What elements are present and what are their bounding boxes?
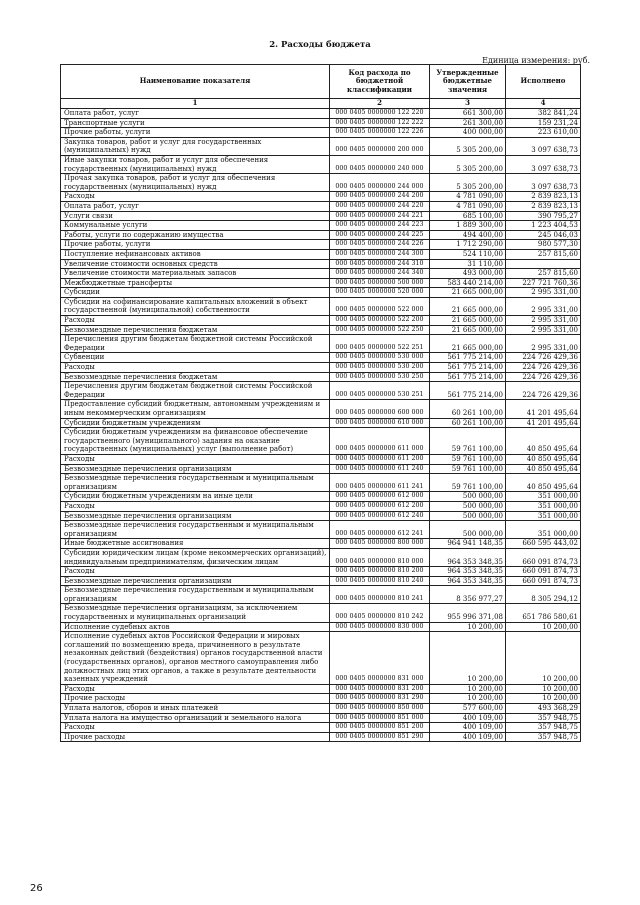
row-approved: 400 000,00 — [430, 128, 506, 138]
row-name: Расходы — [61, 501, 330, 511]
table-row — [61, 297, 581, 315]
row-name: Безвозмездные перечисления государственным и муниципальным организациям — [61, 521, 330, 539]
row-executed: 224 726 429,36 — [506, 363, 581, 373]
row-executed: 40 850 495,64 — [506, 464, 581, 474]
row-approved: 5 305 200,00 — [430, 155, 506, 173]
table-row — [61, 259, 581, 269]
row-executed: 10 200,00 — [506, 684, 581, 694]
table-header-row — [61, 65, 581, 99]
row-executed: 159 231,24 — [506, 118, 581, 128]
row-executed: 3 097 638,73 — [506, 174, 581, 192]
unit-label: Единица измерения: руб. — [482, 56, 590, 65]
row-code: 000 0405 0000000 200 000 — [330, 137, 430, 155]
row-code: 000 0405 0000000 240 000 — [330, 155, 430, 173]
row-name: Перечисления другим бюджетам бюджетной системы Российской Федерации — [61, 335, 330, 353]
row-name: Безвозмездные перечисления государственным и муниципальным организациям — [61, 474, 330, 492]
row-executed — [506, 259, 581, 269]
row-approved: 4 781 090,00 — [430, 192, 506, 202]
column-header-code: Код расхода по бюджетной классификации — [330, 65, 430, 99]
row-name: Услуги связи — [61, 211, 330, 221]
row-code: 000 0405 0000000 830 000 — [330, 622, 430, 632]
row-name: Субсидии бюджетным учреждениям — [61, 418, 330, 428]
row-code: 000 0405 0000000 530 200 — [330, 363, 430, 373]
table-row — [61, 474, 581, 492]
row-approved: 59 761 100,00 — [430, 454, 506, 464]
row-approved: 561 775 214,00 — [430, 353, 506, 363]
table-row — [61, 492, 581, 502]
row-code: 000 0405 0000000 612 240 — [330, 511, 430, 521]
row-approved: 964 353 348,35 — [430, 548, 506, 566]
row-name: Расходы — [61, 316, 330, 326]
section-title: 2. Расходы бюджета — [269, 40, 371, 50]
row-executed: 357 948,75 — [506, 713, 581, 723]
row-name: Оплата работ, услуг — [61, 109, 330, 119]
row-executed: 1 223 404,53 — [506, 221, 581, 231]
table-row — [61, 372, 581, 382]
table-row — [61, 109, 581, 119]
row-executed: 2 995 331,00 — [506, 325, 581, 335]
row-executed: 351 000,00 — [506, 511, 581, 521]
table-row — [61, 269, 581, 279]
row-approved: 1 712 290,00 — [430, 240, 506, 250]
row-name: Прочие расходы — [61, 694, 330, 704]
row-code: 000 0405 0000000 520 000 — [330, 288, 430, 298]
row-executed: 2 995 331,00 — [506, 297, 581, 315]
row-name: Поступление нефинансовых активов — [61, 249, 330, 259]
row-executed: 357 948,75 — [506, 723, 581, 733]
table-row — [61, 325, 581, 335]
row-name: Прочие работы, услуги — [61, 128, 330, 138]
row-executed: 41 201 495,64 — [506, 400, 581, 418]
row-code: 000 0405 0000000 244 310 — [330, 259, 430, 269]
row-code: 000 0405 0000000 611 240 — [330, 464, 430, 474]
row-executed: 257 815,60 — [506, 249, 581, 259]
row-name: Уплата налогов, сборов и иных платежей — [61, 704, 330, 714]
row-code: 000 0405 0000000 612 000 — [330, 492, 430, 502]
row-name: Безвозмездные перечисления организациям — [61, 511, 330, 521]
table-row — [61, 576, 581, 586]
row-approved: 8 356 977,27 — [430, 586, 506, 604]
row-approved: 21 665 000,00 — [430, 325, 506, 335]
row-executed: 3 097 638,73 — [506, 155, 581, 173]
row-approved: 5 305 200,00 — [430, 174, 506, 192]
row-approved: 31 110,00 — [430, 259, 506, 269]
table-row — [61, 230, 581, 240]
row-code: 000 0405 0000000 851 290 — [330, 732, 430, 742]
table-row — [61, 567, 581, 577]
row-name: Субсидии бюджетным учреждениям на иные цели — [61, 492, 330, 502]
table-row — [61, 713, 581, 723]
row-code: 000 0405 0000000 851 000 — [330, 713, 430, 723]
row-executed: 2 995 331,00 — [506, 288, 581, 298]
row-name: Расходы — [61, 567, 330, 577]
row-executed: 227 721 760,36 — [506, 278, 581, 288]
row-approved: 955 996 371,08 — [430, 604, 506, 622]
row-executed: 351 000,00 — [506, 521, 581, 539]
row-approved: 577 600,00 — [430, 704, 506, 714]
column-header-approved: Утвержденные бюджетные значения — [430, 65, 506, 99]
row-approved: 493 000,00 — [430, 269, 506, 279]
row-code: 000 0405 0000000 530 251 — [330, 382, 430, 400]
row-approved: 964 941 148,35 — [430, 539, 506, 549]
row-code: 000 0405 0000000 610 000 — [330, 418, 430, 428]
row-name: Безвозмездные перечисления организациям, за исключением государственных и муниципальных организаций — [61, 604, 330, 622]
row-approved: 21 665 000,00 — [430, 288, 506, 298]
row-code: 000 0405 0000000 522 200 — [330, 316, 430, 326]
column-numbers-row — [61, 99, 581, 109]
table-row — [61, 316, 581, 326]
row-code: 000 0405 0000000 831 000 — [330, 632, 430, 685]
row-name: Исполнение судебных актов — [61, 622, 330, 632]
row-code: 000 0405 0000000 810 242 — [330, 604, 430, 622]
row-code: 000 0405 0000000 810 241 — [330, 586, 430, 604]
row-code: 000 0405 0000000 530 000 — [330, 353, 430, 363]
row-name: Прочая закупка товаров, работ и услуг для обеспечения государственных (муниципальных) нужд — [61, 174, 330, 192]
row-executed: 651 786 580,61 — [506, 604, 581, 622]
row-name: Расходы — [61, 363, 330, 373]
row-code: 000 0405 0000000 244 000 — [330, 174, 430, 192]
table-row — [61, 288, 581, 298]
table-row — [61, 548, 581, 566]
row-approved: 964 353 348,35 — [430, 567, 506, 577]
page-number: 26 — [30, 883, 43, 894]
budget-expenses-table — [60, 64, 581, 742]
row-code: 000 0405 0000000 244 300 — [330, 249, 430, 259]
row-code: 000 0405 0000000 831 200 — [330, 684, 430, 694]
row-name: Увеличение стоимости материальных запасов — [61, 269, 330, 279]
row-executed: 660 091 874,73 — [506, 576, 581, 586]
table-row — [61, 704, 581, 714]
row-approved: 400 109,00 — [430, 723, 506, 733]
row-approved: 10 200,00 — [430, 684, 506, 694]
row-name: Прочие расходы — [61, 732, 330, 742]
row-executed: 224 726 429,36 — [506, 372, 581, 382]
row-approved: 21 665 000,00 — [430, 316, 506, 326]
table-row — [61, 418, 581, 428]
row-code: 000 0405 0000000 122 220 — [330, 109, 430, 119]
row-code: 000 0405 0000000 600 000 — [330, 400, 430, 418]
row-code: 000 0405 0000000 850 000 — [330, 704, 430, 714]
row-code: 000 0405 0000000 612 241 — [330, 521, 430, 539]
table-row — [61, 211, 581, 221]
row-approved: 661 300,00 — [430, 109, 506, 119]
row-name: Уплата налога на имущество организаций и земельного налога — [61, 713, 330, 723]
row-executed: 2 839 823,13 — [506, 201, 581, 211]
row-code: 000 0405 0000000 611 241 — [330, 474, 430, 492]
table-row — [61, 511, 581, 521]
row-name: Расходы — [61, 684, 330, 694]
table-row — [61, 521, 581, 539]
row-executed: 223 610,00 — [506, 128, 581, 138]
row-approved: 1 889 300,00 — [430, 221, 506, 231]
table-row — [61, 363, 581, 373]
row-approved: 21 665 000,00 — [430, 335, 506, 353]
row-code: 000 0405 0000000 500 000 — [330, 278, 430, 288]
row-approved: 59 761 100,00 — [430, 428, 506, 455]
table-row — [61, 632, 581, 685]
row-executed: 351 000,00 — [506, 501, 581, 511]
row-executed: 257 815,60 — [506, 269, 581, 279]
table-row — [61, 454, 581, 464]
row-executed: 660 091 874,73 — [506, 548, 581, 566]
row-executed: 40 850 495,64 — [506, 474, 581, 492]
table-row — [61, 382, 581, 400]
row-name: Субсидии — [61, 288, 330, 298]
row-name: Межбюджетные трансферты — [61, 278, 330, 288]
row-code: 000 0405 0000000 611 200 — [330, 454, 430, 464]
row-name: Работы, услуги по содержанию имущества — [61, 230, 330, 240]
row-approved: 500 000,00 — [430, 492, 506, 502]
row-code: 000 0405 0000000 122 222 — [330, 118, 430, 128]
row-name: Субсидии бюджетным учреждениям на финансовое обеспечение государственного (муниципального) задания на оказание государственных (муниципальных) услуг (выполнение работ) — [61, 428, 330, 455]
row-executed: 390 795,27 — [506, 211, 581, 221]
row-executed: 2 839 823,13 — [506, 192, 581, 202]
table-row — [61, 694, 581, 704]
row-code: 000 0405 0000000 244 226 — [330, 240, 430, 250]
row-executed: 40 850 495,64 — [506, 428, 581, 455]
table-row — [61, 174, 581, 192]
row-name: Транспортные услуги — [61, 118, 330, 128]
row-name: Безвозмездные перечисления бюджетам — [61, 372, 330, 382]
row-name: Расходы — [61, 192, 330, 202]
row-approved: 261 300,00 — [430, 118, 506, 128]
row-executed: 2 995 331,00 — [506, 316, 581, 326]
row-executed: 3 097 638,73 — [506, 137, 581, 155]
row-name: Субвенции — [61, 353, 330, 363]
table-row — [61, 586, 581, 604]
column-header-name: Наименование показателя — [61, 65, 330, 99]
row-name: Безвозмездные перечисления организациям — [61, 464, 330, 474]
row-approved: 10 200,00 — [430, 694, 506, 704]
table-row — [61, 240, 581, 250]
row-name: Субсидии на софинансирование капитальных вложений в объект государственной (муниципальной) собственности — [61, 297, 330, 315]
table-row — [61, 622, 581, 632]
row-code: 000 0405 0000000 530 250 — [330, 372, 430, 382]
table-row — [61, 684, 581, 694]
table-row — [61, 723, 581, 733]
row-approved: 59 761 100,00 — [430, 474, 506, 492]
table-row — [61, 137, 581, 155]
row-name: Субсидии юридическим лицам (кроме некоммерческих организаций), индивидуальным предпринимателям, физическим лицам — [61, 548, 330, 566]
table-body — [61, 109, 581, 742]
row-approved: 4 781 090,00 — [430, 201, 506, 211]
row-name: Безвозмездные перечисления бюджетам — [61, 325, 330, 335]
row-code: 000 0405 0000000 244 340 — [330, 269, 430, 279]
row-code: 000 0405 0000000 244 220 — [330, 201, 430, 211]
row-code: 000 0405 0000000 244 225 — [330, 230, 430, 240]
row-approved: 561 775 214,00 — [430, 372, 506, 382]
row-approved: 494 400,00 — [430, 230, 506, 240]
table-row — [61, 155, 581, 173]
row-name: Коммунальные услуги — [61, 221, 330, 231]
row-executed: 224 726 429,36 — [506, 382, 581, 400]
row-code: 000 0405 0000000 244 200 — [330, 192, 430, 202]
table-row — [61, 249, 581, 259]
row-approved: 400 109,00 — [430, 732, 506, 742]
row-name: Расходы — [61, 454, 330, 464]
row-code: 000 0405 0000000 522 000 — [330, 297, 430, 315]
row-approved: 583 440 214,00 — [430, 278, 506, 288]
row-executed: 351 000,00 — [506, 492, 581, 502]
row-approved: 5 305 200,00 — [430, 137, 506, 155]
table-row — [61, 501, 581, 511]
row-name: Закупка товаров, работ и услуг для государственных (муниципальных) нужд — [61, 137, 330, 155]
table-row — [61, 118, 581, 128]
row-approved: 500 000,00 — [430, 521, 506, 539]
row-approved: 685 100,00 — [430, 211, 506, 221]
row-name: Оплата работ, услуг — [61, 201, 330, 211]
row-executed: 980 577,30 — [506, 240, 581, 250]
row-executed: 493 368,29 — [506, 704, 581, 714]
row-code: 000 0405 0000000 810 200 — [330, 567, 430, 577]
column-number: 4 — [506, 99, 581, 109]
row-executed: 660 595 443,02 — [506, 539, 581, 549]
table-row — [61, 353, 581, 363]
row-name: Иные закупки товаров, работ и услуг для обеспечения государственных (муниципальных) нужд — [61, 155, 330, 173]
row-approved: 10 200,00 — [430, 622, 506, 632]
row-code: 000 0405 0000000 244 223 — [330, 221, 430, 231]
table-row — [61, 464, 581, 474]
row-name: Увеличение стоимости основных средств — [61, 259, 330, 269]
row-approved: 60 261 100,00 — [430, 400, 506, 418]
row-approved: 59 761 100,00 — [430, 464, 506, 474]
row-code: 000 0405 0000000 851 200 — [330, 723, 430, 733]
row-name: Расходы — [61, 723, 330, 733]
row-executed: 8 305 294,12 — [506, 586, 581, 604]
row-executed: 2 995 331,00 — [506, 335, 581, 353]
row-name: Безвозмездные перечисления организациям — [61, 576, 330, 586]
row-approved: 60 261 100,00 — [430, 418, 506, 428]
row-executed: 357 948,75 — [506, 732, 581, 742]
row-code: 000 0405 0000000 522 251 — [330, 335, 430, 353]
row-code: 000 0405 0000000 810 000 — [330, 548, 430, 566]
row-executed: 660 091 874,73 — [506, 567, 581, 577]
row-name: Предоставление субсидий бюджетным, автономным учреждениям и иным некоммерческим организациям — [61, 400, 330, 418]
row-executed: 245 046,03 — [506, 230, 581, 240]
table-row — [61, 604, 581, 622]
row-executed: 224 726 429,36 — [506, 353, 581, 363]
table-row — [61, 278, 581, 288]
row-code: 000 0405 0000000 244 221 — [330, 211, 430, 221]
row-approved: 561 775 214,00 — [430, 382, 506, 400]
table-row — [61, 201, 581, 211]
table-row — [61, 428, 581, 455]
row-code: 000 0405 0000000 522 250 — [330, 325, 430, 335]
table-row — [61, 732, 581, 742]
row-code: 000 0405 0000000 831 290 — [330, 694, 430, 704]
row-code: 000 0405 0000000 611 000 — [330, 428, 430, 455]
row-approved: 10 200,00 — [430, 632, 506, 685]
column-number: 3 — [430, 99, 506, 109]
table-row — [61, 221, 581, 231]
table-row — [61, 335, 581, 353]
row-code: 000 0405 0000000 810 240 — [330, 576, 430, 586]
column-number: 1 — [61, 99, 330, 109]
row-code: 000 0405 0000000 122 226 — [330, 128, 430, 138]
row-name: Иные бюджетные ассигнования — [61, 539, 330, 549]
row-name: Безвозмездные перечисления государственным и муниципальным организациям — [61, 586, 330, 604]
table-row — [61, 400, 581, 418]
row-approved: 561 775 214,00 — [430, 363, 506, 373]
row-name: Исполнение судебных актов Российской Федерации и мировых соглашений по возмещению вреда, причиненного в результате незаконных действий (бездействия) органов государственной власти (государственных органов), органов местного самоуправления либо должностных лиц этих органов, а также в результате деятельности казенных учреждений — [61, 632, 330, 685]
row-approved: 21 665 000,00 — [430, 297, 506, 315]
row-executed: 10 200,00 — [506, 694, 581, 704]
row-approved: 500 000,00 — [430, 501, 506, 511]
row-approved: 964 353 348,35 — [430, 576, 506, 586]
row-code: 000 0405 0000000 800 000 — [330, 539, 430, 549]
table-row — [61, 128, 581, 138]
row-executed: 382 841,24 — [506, 109, 581, 119]
row-executed: 10 200,00 — [506, 622, 581, 632]
row-name: Прочие работы, услуги — [61, 240, 330, 250]
row-approved: 524 110,00 — [430, 249, 506, 259]
row-executed: 10 200,00 — [506, 632, 581, 685]
column-number: 2 — [330, 99, 430, 109]
column-header-executed: Исполнено — [506, 65, 581, 99]
row-approved: 500 000,00 — [430, 511, 506, 521]
row-executed: 41 201 495,64 — [506, 418, 581, 428]
table-row — [61, 192, 581, 202]
row-name: Перечисления другим бюджетам бюджетной системы Российской Федерации — [61, 382, 330, 400]
table-row — [61, 539, 581, 549]
row-approved: 400 109,00 — [430, 713, 506, 723]
row-code: 000 0405 0000000 612 200 — [330, 501, 430, 511]
row-executed: 40 850 495,64 — [506, 454, 581, 464]
